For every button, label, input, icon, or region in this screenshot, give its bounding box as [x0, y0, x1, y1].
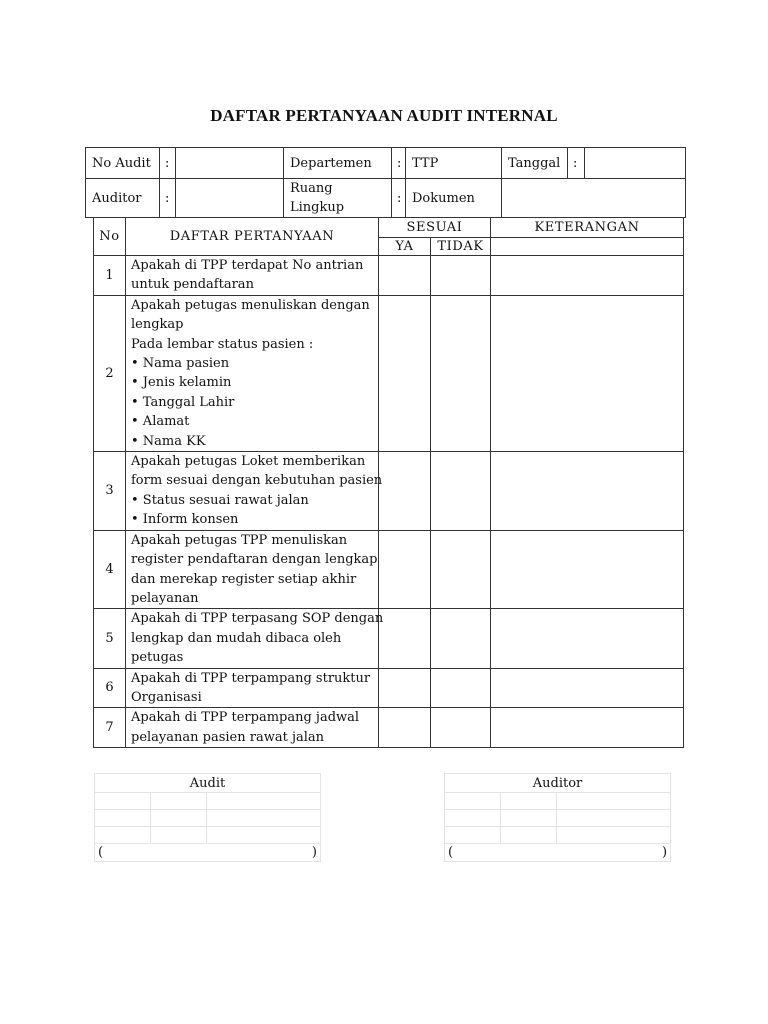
sig-cell: [501, 810, 557, 827]
auditor-label: Auditor: [86, 179, 160, 218]
tidak-cell: [431, 668, 491, 708]
ruang-lingkup-line-1: Ruang: [290, 181, 333, 196]
tidak-cell: [431, 295, 491, 451]
colon: :: [392, 148, 406, 179]
question-text: [126, 295, 379, 451]
tidak-cell: [431, 609, 491, 668]
close-paren: ): [661, 845, 668, 860]
question-line: lengkap dan mudah dibaca oleh: [131, 630, 342, 646]
audit-signature-box: [94, 773, 321, 862]
question-line: Pada lembar status pasien :: [131, 336, 314, 352]
header-ya: YA: [379, 238, 431, 256]
question-line: Apakah di TPP terdapat No antrian: [131, 258, 364, 273]
sig-cell: [557, 827, 671, 844]
question-number: 1: [94, 256, 126, 296]
header-no: No: [94, 218, 126, 256]
tidak-cell: [431, 708, 491, 748]
sig-cell: [445, 827, 501, 844]
question-line: Apakah petugas Loket memberikan: [131, 454, 366, 470]
tanggal-value: [585, 148, 686, 179]
ya-cell: [379, 668, 431, 708]
header-question: DAFTAR PERTANYAAN: [126, 218, 379, 256]
document-title: DAFTAR PERTANYAAN AUDIT INTERNAL: [210, 106, 558, 125]
question-number: 2: [94, 295, 126, 451]
question-line: • Nama pasien: [131, 356, 230, 372]
question-row: [94, 609, 684, 668]
colon: :: [392, 179, 406, 218]
sig-cell: [95, 827, 151, 844]
question-row: [94, 256, 684, 296]
keterangan-cell: [491, 295, 684, 451]
question-line: Apakah di TPP terpasang SOP dengan: [131, 611, 384, 627]
header-keterangan-blank: [491, 238, 684, 256]
question-line: form sesuai dengan kebutuhan pasien: [131, 473, 383, 489]
audit-signature-label: Audit: [95, 774, 321, 793]
sig-cell: [151, 793, 207, 810]
question-table: [93, 217, 684, 748]
dokumen-value: Dokumen: [406, 179, 502, 218]
question-row: [94, 452, 684, 531]
keterangan-cell: [491, 452, 684, 531]
question-row: [94, 295, 684, 451]
keterangan-cell: [491, 530, 684, 609]
question-row: [94, 668, 684, 708]
question-text: [126, 708, 379, 748]
question-row: [94, 708, 684, 748]
tidak-cell: [431, 452, 491, 531]
audit-signature-name-line: [95, 844, 321, 862]
sig-cell: [95, 810, 151, 827]
colon: :: [160, 179, 176, 218]
question-rows: [94, 256, 684, 748]
open-paren: (: [98, 845, 104, 860]
keterangan-cell: [491, 256, 684, 296]
question-number: 7: [94, 708, 126, 748]
tidak-cell: [431, 530, 491, 609]
sig-cell: [151, 810, 207, 827]
sig-cell: [207, 827, 321, 844]
auditor-signature-name-line: [445, 844, 671, 862]
question-text: [126, 668, 379, 708]
question-line: • Jenis kelamin: [131, 375, 232, 391]
question-line: Apakah petugas menuliskan dengan: [131, 297, 370, 313]
auditor-value: [176, 179, 284, 218]
question-line: dan merekap register setiap akhir: [131, 571, 357, 587]
ya-cell: [379, 530, 431, 609]
sig-cell: [557, 793, 671, 810]
audit-info-table: [85, 147, 686, 218]
question-line: petugas: [131, 650, 184, 666]
question-line: • Status sesuai rawat jalan: [131, 492, 309, 508]
sig-cell: [445, 810, 501, 827]
ya-cell: [379, 256, 431, 296]
question-line: • Tanggal Lahir: [131, 394, 235, 410]
sig-cell: [501, 827, 557, 844]
ruang-lingkup-line-2: Lingkup: [290, 200, 345, 215]
colon: :: [568, 148, 585, 179]
question-line: pelayanan: [131, 590, 199, 606]
question-number: 4: [94, 530, 126, 609]
question-row: [94, 530, 684, 609]
blank-cell: [502, 179, 686, 218]
question-line: Apakah petugas TPP menuliskan: [131, 532, 348, 548]
header-sesuai: SESUAI: [379, 218, 491, 238]
sig-cell: [207, 810, 321, 827]
ruang-lingkup-label: [284, 179, 392, 218]
question-line: • Inform konsen: [131, 512, 239, 528]
question-number: 6: [94, 668, 126, 708]
question-line: register pendaftaran dengan lengkap: [131, 552, 378, 568]
ya-cell: [379, 708, 431, 748]
ya-cell: [379, 295, 431, 451]
keterangan-cell: [491, 708, 684, 748]
question-text: [126, 452, 383, 531]
header-keterangan: KETERANGAN: [491, 218, 684, 238]
question-line: • Alamat: [131, 414, 190, 430]
tanggal-label: Tanggal: [502, 148, 568, 179]
sig-cell: [445, 793, 501, 810]
question-line: • Nama KK: [131, 433, 206, 449]
no-audit-value: [176, 148, 284, 179]
question-line: lengkap: [131, 317, 184, 333]
keterangan-cell: [491, 668, 684, 708]
keterangan-cell: [491, 609, 684, 668]
question-line: Apakah di TPP terpampang jadwal: [131, 710, 360, 726]
departemen-label: Departemen: [284, 148, 392, 179]
question-number: 5: [94, 609, 126, 668]
sig-cell: [557, 810, 671, 827]
question-text: [126, 530, 379, 609]
sig-cell: [95, 793, 151, 810]
open-paren: (: [448, 845, 454, 860]
sig-cell: [501, 793, 557, 810]
question-number: 3: [94, 452, 126, 531]
auditor-signature-box: [444, 773, 671, 862]
question-line: pelayanan pasien rawat jalan: [131, 729, 325, 745]
ya-cell: [379, 609, 431, 668]
close-paren: ): [311, 845, 317, 860]
no-audit-label: No Audit: [86, 148, 160, 179]
question-line: untuk pendaftaran: [131, 277, 254, 293]
question-text: [126, 256, 379, 296]
colon: :: [160, 148, 176, 179]
auditor-signature-label: Auditor: [445, 774, 671, 793]
question-line: Organisasi: [131, 689, 202, 705]
sig-cell: [151, 827, 207, 844]
sig-cell: [207, 793, 321, 810]
question-text: [126, 609, 384, 668]
question-line: Apakah di TPP terpampang struktur: [131, 670, 371, 686]
departemen-value: TTP: [406, 148, 502, 179]
ya-cell: [379, 452, 431, 531]
tidak-cell: [431, 256, 491, 296]
header-tidak: TIDAK: [431, 238, 491, 256]
